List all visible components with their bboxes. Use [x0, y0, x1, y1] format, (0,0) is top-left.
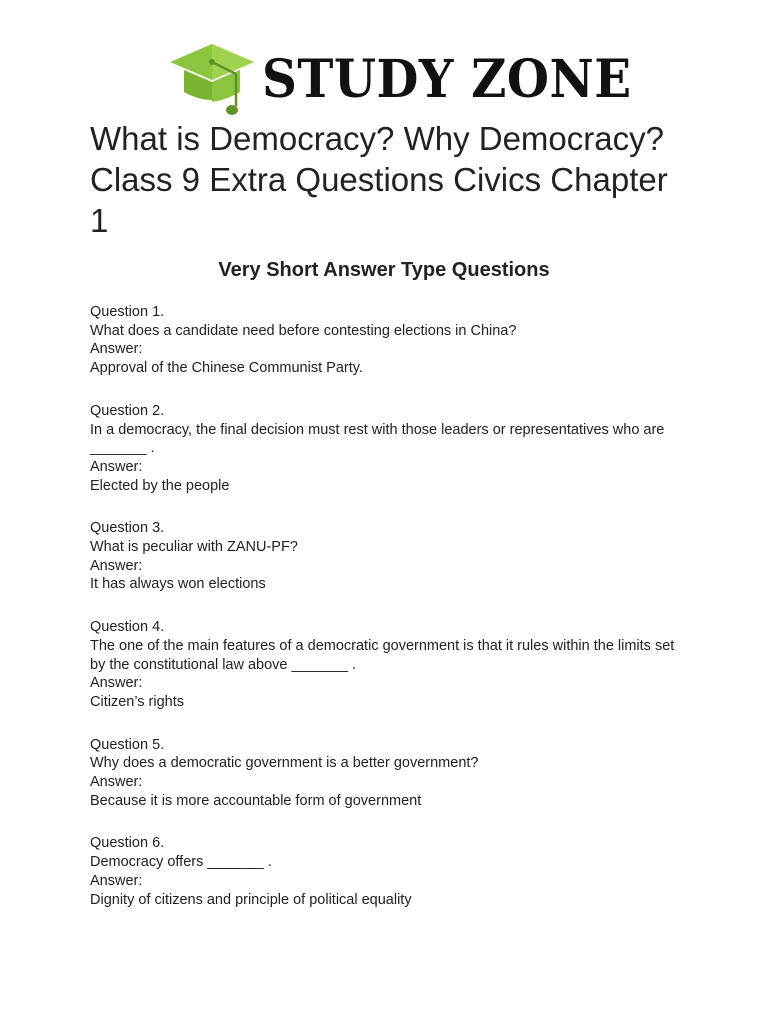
answer-text: Approval of the Chinese Communist Party.: [90, 360, 363, 377]
question-item: [90, 402, 680, 496]
page-title: What is Democracy? Why Democracy? Class 9 Extra Questions Civics Chapter 1: [90, 120, 668, 239]
question-item: [90, 303, 680, 378]
answer-label: Answer:: [90, 557, 143, 574]
answer-label: Answer:: [90, 675, 143, 692]
question-label: Question 4.: [90, 619, 165, 636]
site-header: [168, 40, 632, 120]
question-text: Democracy offers _______ .: [90, 854, 272, 871]
question-text: What is peculiar with ZANU-PF?: [90, 539, 298, 556]
question-text: The one of the main features of a democratic government is that it rules within the limits set by the constitutional law above _______ .: [90, 637, 675, 673]
question-item: [90, 834, 680, 909]
brand-name: STUDY ZONE: [262, 49, 632, 110]
answer-text: Because it is more accountable form of government: [90, 792, 422, 809]
question-item: [90, 618, 680, 712]
question-list: [90, 303, 680, 933]
question-label: Question 6.: [90, 835, 165, 852]
section-heading: Very Short Answer Type Questions: [218, 259, 550, 281]
answer-text: Citizen’s rights: [90, 693, 185, 710]
answer-text: Elected by the people: [90, 477, 230, 494]
question-text: Why does a democratic government is a better government?: [90, 755, 479, 772]
question-label: Question 1.: [90, 304, 165, 320]
answer-text: It has always won elections: [90, 576, 266, 593]
question-text: In a democracy, the final decision must rest with those leaders or representatives who are _______ .: [90, 421, 665, 457]
question-item: [90, 519, 680, 594]
question-text: What does a candidate need before contesting elections in China?: [90, 322, 517, 339]
question-item: [90, 736, 680, 811]
question-label: Question 2.: [90, 402, 165, 419]
question-label: Question 5.: [90, 736, 165, 753]
question-label: Question 3.: [90, 520, 165, 537]
answer-label: Answer:: [90, 872, 143, 889]
answer-text: Dignity of citizens and principle of political equality: [90, 891, 412, 908]
answer-label: Answer:: [90, 458, 143, 475]
answer-label: Answer:: [90, 774, 143, 791]
answer-label: Answer:: [90, 341, 143, 358]
graduation-cap-icon: [168, 42, 256, 118]
